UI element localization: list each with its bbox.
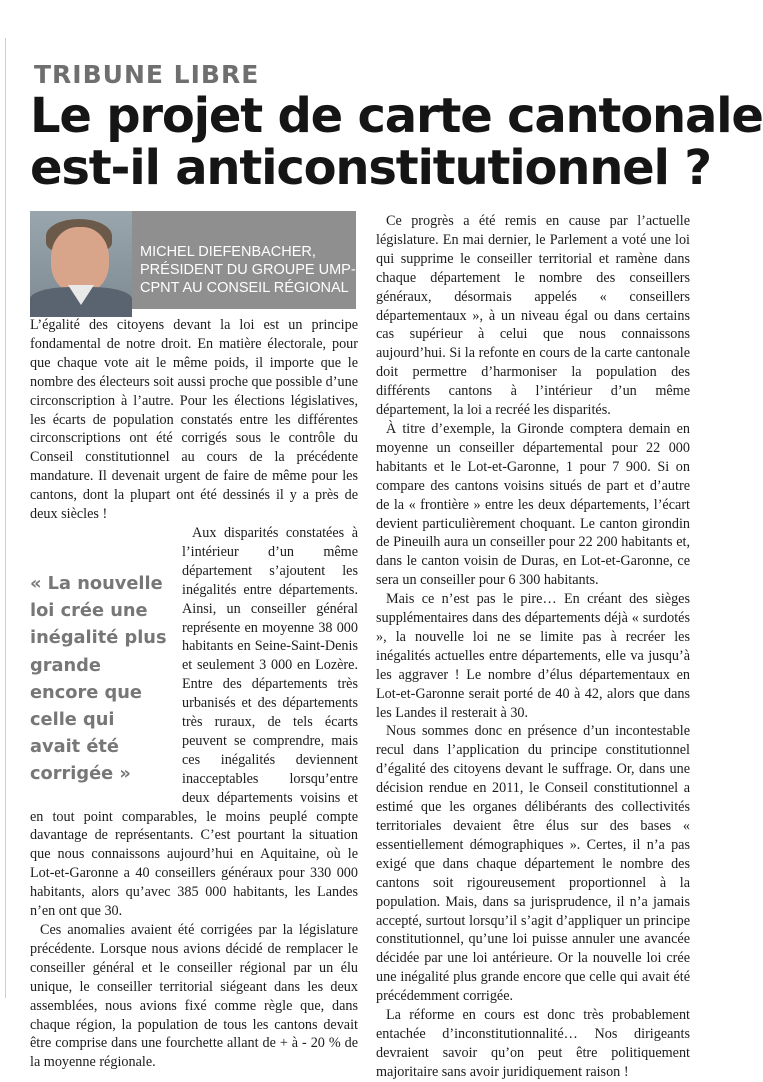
author-credit [140,243,382,297]
paragraph: L’égalité des citoyens devant la loi est un principe fondamental de notre droit. En matière électorale, pour que chaque vote ait le même poids, il importe que le nombre des électeurs soit aussi proche que possible d’une circonscription à l’autre. Pour les élections législatives, les écarts de population constatés entre les différentes circonscriptions ont été corrigés sous le contrôle du Conseil constitutionnel au cours de la précédente mandature. Il devenait urgent de faire de même pour les cantons, dont la plupart ont été dessinés il y a près de deux siècles ! [30,317,358,523]
headline-line-2: est-il anticonstitutionnel ? [30,140,711,196]
article-column-left [30,316,358,1072]
author-title-1: PRÉSIDENT DU GROUPE UMP-NC- [140,262,382,278]
author-byline-box [30,211,382,309]
paragraph: Nous sommes donc en présence d’un incontestable recul dans l’application du principe constitutionnel d’égalité des citoyens devant le suffrage. Or, dans une décision rendue en 2011, le Conseil constitutionnel a estimé que les organes délibérants des collectivités territoriales devaient être élus sur des bases « essentiellement démographiques ». Certes, il n’a pas exigé que dans chaque département le nombre des cantons soit rigoureusement proportionnel à la population. Mais, dans sa jurisprudence, il n’a jamais accepté, surtout lorsqu’il s’agit d’appliquer un principe constitutionnel, qu’une loi puisse annuler une avancée décidée par une loi antérieure. Or la nouvelle loi crée une inégalité plus grande encore que celle qui avait été précédemment corrigée. [376,723,690,1005]
author-portrait [30,211,132,309]
paragraph: Aux disparités constatées à l’intérieur d’un même département s’ajoutent les inégalités entre départements. Ainsi, un conseiller général représente en moyenne 38 000 habitants en Seine-Saint-Denis et seulement 3 000 en Lozère. Entre des départements très urbanisés et des départements très ruraux, de tels écarts peuvent se comprendre, mais ces inégalités deviennent inacceptables lorsqu’entre deux départements voisins et en tout point comparables, le moins peuplé compte davantage de représentants. C’est pourtant la situation que nous connaissons aujourd’hui en Aquitaine, où le Lot-et-Garonne a 40 conseillers généraux pour 330 000 habitants, alors qu’avec 385 000 habitants, les Landes n’en ont que 30. [30,524,358,920]
page-edge-rule [5,38,6,998]
article-column-right [376,212,690,1082]
headline-line-1: Le projet de carte cantonale [30,88,763,144]
section-kicker: TRIBUNE LIBRE [34,60,260,89]
pull-quote: « La nouvelle loi crée une inégalité plus grande encore que celle qui avait été corrigée » [30,572,167,785]
author-title-2: CPNT AU CONSEIL RÉGIONAL [140,280,349,296]
article-headline [30,88,763,196]
paragraph: Ces anomalies avaient été corrigées par la législature précédente. Lorsque nous avions décidé de remplacer le conseiller général et le conseiller régional par un élu unique, le conseiller territorial siégeant dans les deux assemblées, nous avions fixé comme règle que, dans chaque région, la population de tous les cantons devait être comprise dans une fourchette allant de + à - 20 % de la moyenne régionale. [30,922,358,1071]
paragraph: À titre d’exemple, la Gironde comptera demain en moyenne un conseiller départemental pour 22 000 habitants et le Lot-et-Garonne, 1 pour 7 900. Si on compare des cantons voisins situés de part et d’autre de la « frontière » entre les deux départements, l’écart devient particulièrement choquant. Le canton girondin de Pineuilh aura un conseiller pour 22 200 habitants et, dans le canton voisin de Duras, en Lot-et-Garonne, ce sera un conseiller pour 6 300 habitants. [376,420,690,589]
paragraph: La réforme en cours est donc très probablement entachée d’inconstitutionnalité… Nos dirigeants devraient savoir qu’on peut être politiquement majoritaire sans avoir juridiquement raison ! [376,1007,690,1080]
paragraph: Ce progrès a été remis en cause par l’actuelle législature. En mai dernier, le Parlement a voté une loi qui supprime le conseiller territorial et ramène dans chaque département le nombre des conseillers généraux, désormais appelés « conseillers départementaux », à un niveau égal ou dans certains cas supérieur à celui que nous connaissons aujourd’hui. Si la refonte en cours de la carte cantonale doit permettre d’harmoniser la population des différents cantons à l’intérieur d’un même département, la loi a recréé les disparités. [376,213,690,419]
author-name: MICHEL DIEFENBACHER, [140,244,316,260]
paragraph: Mais ce n’est pas le pire… En créant des sièges supplémentaires dans des départements déjà « surdotés », la nouvelle loi ne se limite pas à recréer les inégalités actuelles entre départements, elle va jusqu’à les aggraver ! Le nombre d’élus départementaux en Lot-et-Garonne serait porté de 40 à 42, alors que dans les Landes il resterait à 30. [376,591,690,721]
